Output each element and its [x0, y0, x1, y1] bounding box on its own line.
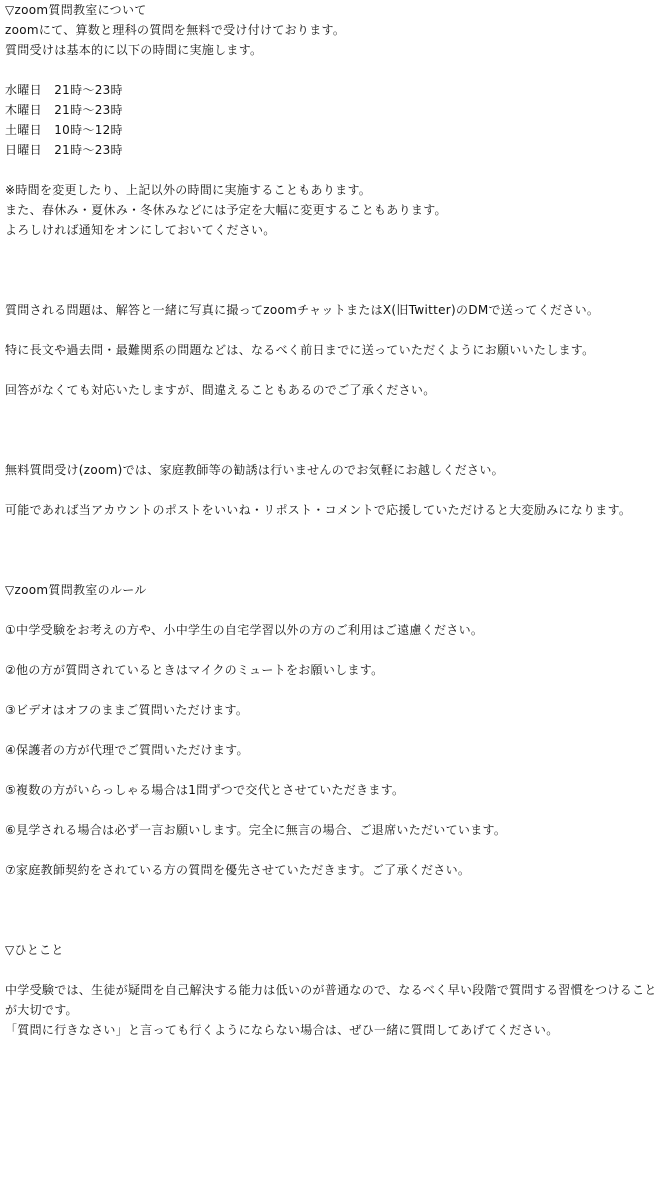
submission-paragraph-3: 回答がなくても対応いたしますが、間違えることもあるのでご了承ください。: [5, 383, 436, 397]
submission-paragraph-2: 特に長文や過去問・最難関系の問題などは、なるべく前日までに送っていただくようにお願いいたします。: [5, 343, 595, 357]
schedule-day: 木曜日: [5, 103, 42, 117]
hitokoto-line-1: 中学受験では、生徒が疑問を自己解決する能力は低いのが普通なので、なるべく早い段階で質問する習慣をつけることが大切です。: [5, 983, 657, 1017]
schedule-list: [5, 80, 663, 160]
schedule-time: 21時～23時: [54, 103, 123, 117]
rules-section: [5, 580, 663, 880]
notice-section: [5, 180, 663, 240]
schedule-day: 水曜日: [5, 83, 42, 97]
notice-line-1: ※時間を変更したり、上記以外の時間に実施することもあります。: [5, 183, 372, 197]
rule-item: ⑦家庭教師契約をされている方の質問を優先させていただきます。ご了承ください。: [5, 863, 471, 877]
notice-line-3: よろしければ通知をオンにしておいてください。: [5, 223, 276, 237]
schedule-row: [5, 100, 663, 120]
schedule-time: 10時～12時: [54, 123, 123, 137]
hitokoto-heading: ▽ひとこと: [5, 943, 64, 957]
free-paragraph-1: 無料質問受け(zoom)では、家庭教師等の勧誘は行いませんのでお気軽にお越しください。: [5, 463, 504, 477]
document-page: [5, 0, 663, 1040]
intro-heading: ▽zoom質問教室について: [5, 3, 147, 17]
notice-line-2: また、春休み・夏休み・冬休みなどには予定を大幅に変更することもあります。: [5, 203, 447, 217]
schedule-time: 21時～23時: [54, 83, 123, 97]
schedule-row: [5, 120, 663, 140]
rule-item: ①中学受験をお考えの方や、小中学生の自宅学習以外の方のご利用はご遠慮ください。: [5, 623, 484, 637]
intro-section: [5, 0, 663, 60]
schedule-day: 土曜日: [5, 123, 42, 137]
submission-section: [5, 300, 663, 400]
hitokoto-line-2: 「質問に行きなさい」と言っても行くようにならない場合は、ぜひ一緒に質問してあげてください。: [5, 1023, 559, 1037]
rule-item: ③ビデオはオフのままご質問いただけます。: [5, 703, 249, 717]
schedule-row: [5, 80, 663, 100]
intro-line-1: zoomにて、算数と理科の質問を無料で受け付けております。: [5, 23, 346, 37]
rule-item: ⑥見学される場合は必ず一言お願いします。完全に無言の場合、ご退席いただいています。: [5, 823, 507, 837]
rules-heading: ▽zoom質問教室のルール: [5, 583, 147, 597]
submission-paragraph-1: 質問される問題は、解答と一緒に写真に撮ってzoomチャットまたはX(旧Twitter)のDMで送ってください。: [5, 303, 600, 317]
rule-item: ④保護者の方が代理でご質問いただけます。: [5, 743, 249, 757]
free-section: [5, 460, 663, 520]
schedule-row: [5, 140, 663, 160]
free-paragraph-2: 可能であれば当アカウントのポストをいいね・リポスト・コメントで応援していただけると大変励みになります。: [5, 503, 632, 517]
intro-line-2: 質問受けは基本的に以下の時間に実施します。: [5, 43, 263, 57]
hitokoto-section: [5, 940, 663, 1040]
rule-item: ②他の方が質問されているときはマイクのミュートをお願いします。: [5, 663, 384, 677]
schedule-time: 21時～23時: [54, 143, 123, 157]
rule-item: ⑤複数の方がいらっしゃる場合は1問ずつで交代とさせていただきます。: [5, 783, 405, 797]
schedule-day: 日曜日: [5, 143, 42, 157]
